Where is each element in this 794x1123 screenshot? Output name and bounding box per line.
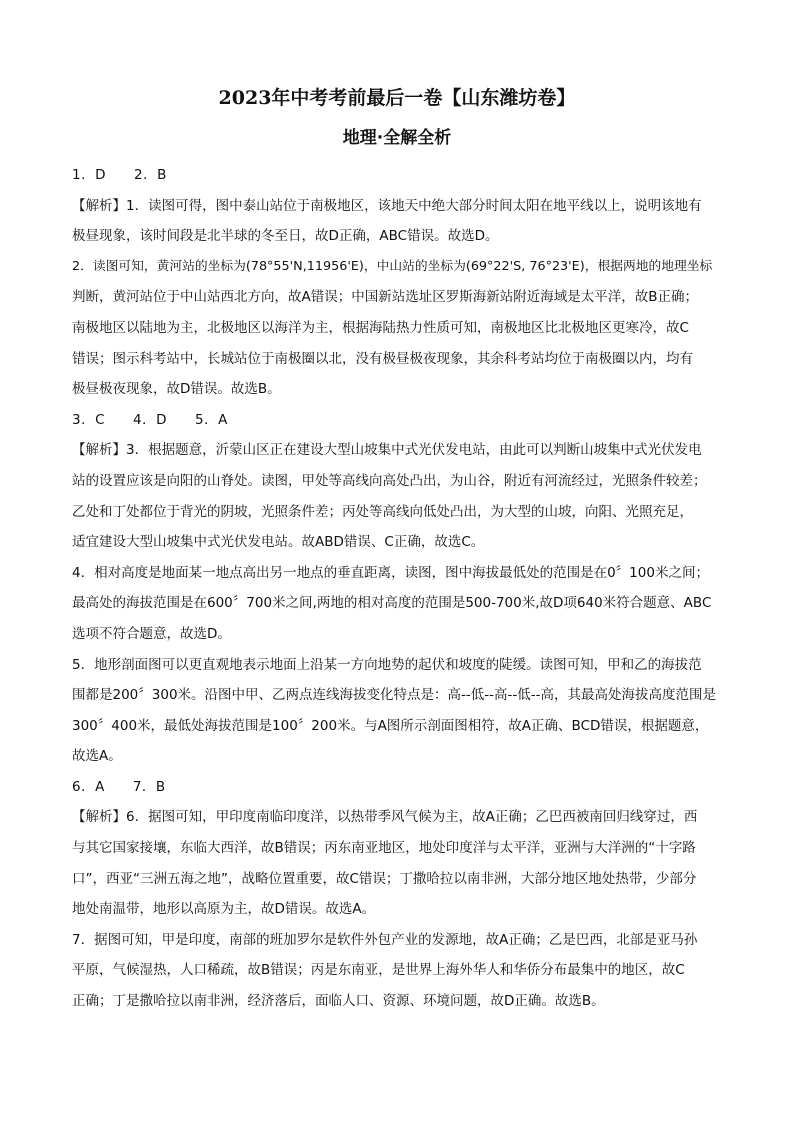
explanation-line: 7．据图可知，甲是印度，南部的班加罗尔是软件外包产业的发源地，故A正确；乙是巴西，北部是亚马孙 <box>72 931 698 948</box>
explanation-line: 平原，气候湿热，人口稀疏，故B错误；丙是东南亚，是世界上海外华人和华侨分布最集中的地区，故C <box>72 962 685 979</box>
explanation-line: 判断，黄河站位于中山站西北方向，故A错误；中国新站选址区罗斯海新站附近海域是太平洋，故B正确； <box>72 289 698 306</box>
explanation-line: 2．读图可知，黄河站的坐标为(78°55'N,11956'E)，中山站的坐标为(69°22'S, 76°23'E)，根据两地的地理坐标 <box>72 258 713 274</box>
explanation-line: 最高处的海拔范围是在600〞700米之间,两地的相对高度的范围是500-700米,故D项640米符合题意、ABC <box>72 595 712 612</box>
explanation-line: 【解析】6．据图可知，甲印度南临印度洋，以热带季风气候为主，故A正确；乙巴西被南回归线穿过，西 <box>72 809 698 826</box>
explanation-line: 选项不符合题意，故选D。 <box>72 625 231 642</box>
explanation-line: 【解析】1．读图可得，图中泰山站位于南极地区，该地天中绝大部分时间太阳在地平线以上，说明该地有 <box>72 197 702 214</box>
explanation-line: 极昼极夜现象，故D错误。故选B。 <box>72 381 281 398</box>
answer-line: 6．A 7．B <box>72 778 166 795</box>
answer-line: 1．D 2．B <box>72 167 167 183</box>
explanation-line: 300〞400米，最低处海拔范围是100〞200米。与A图所示剖面图相符，故A正确、BCD错误，根据题意， <box>72 717 709 734</box>
explanation-line: 【解析】3．根据题意，沂蒙山区正在建设大型山坡集中式光伏发电站，由此可以判断山坡集中式光伏发电 <box>72 442 702 459</box>
explanation-line: 5．地形剖面图可以更直观地表示地面上沿某一方向地势的起伏和坡度的陡缓。读图可知，甲和乙的海拔范 <box>72 656 702 673</box>
answer-line: 3．C 4．D 5．A <box>72 411 228 428</box>
explanation-line: 南极地区以陆地为主，北极地区以海洋为主，根据海陆热力性质可知，南极地区比北极地区更寒冷，故C <box>72 319 689 336</box>
explanation-line: 站的设置应该是向阳的山脊处。读图，甲处等高线向高处凸出，为山谷，附近有河流经过，光照条件较差； <box>72 472 707 489</box>
document-subtitle: 地理·全解全析 <box>342 128 452 148</box>
explanation-line: 口”，西亚“三洲五海之地”，战略位置重要，故C错误；丁撒哈拉以南非洲，大部分地区地处热带，少部分 <box>72 870 697 887</box>
document-title: 2023年中考考前最后一卷【山东潍坊卷】 <box>218 87 576 109</box>
explanation-line: 围都是200〞300米。沿图中甲、乙两点连线海拔变化特点是：高--低--高--低--高，其最高处海拔高度范围是 <box>72 687 717 704</box>
explanation-line: 极昼现象，该时间段是北半球的冬至日，故D正确，ABC错误。故选D。 <box>72 228 499 245</box>
explanation-line: 错误；图示科考站中，长城站位于南极圈以北，没有极昼极夜现象，其余科考站均位于南极圈以内，均有 <box>72 350 693 367</box>
explanation-line: 适宜建设大型山坡集中式光伏发电站。故ABD错误、C正确，故选C。 <box>72 534 485 551</box>
explanation-line: 地处南温带，地形以高原为主，故D错误。故选A。 <box>72 901 376 918</box>
explanation-line: 正确；丁是撒哈拉以南非洲，经济落后，面临人口、资源、环境问题，故D正确。故选B。 <box>72 993 605 1010</box>
explanation-line: 与其它国家接壤，东临大西洋，故B错误；丙东南亚地区，地处印度洋与太平洋，亚洲与大洋洲的“十字路 <box>72 840 696 857</box>
explanation-line: 乙处和丁处都位于背光的阴坡，光照条件差；丙处等高线向低处凸出，为大型的山坡，向阳、光照充足， <box>72 503 693 520</box>
answer-explanations <box>72 163 722 1020</box>
explanation-line: 4．相对高度是地面某一地点高出另一地点的垂直距离，读图，图中海拔最低处的范围是在0〞100米之间； <box>72 564 709 581</box>
explanation-line: 故选A。 <box>72 748 122 765</box>
